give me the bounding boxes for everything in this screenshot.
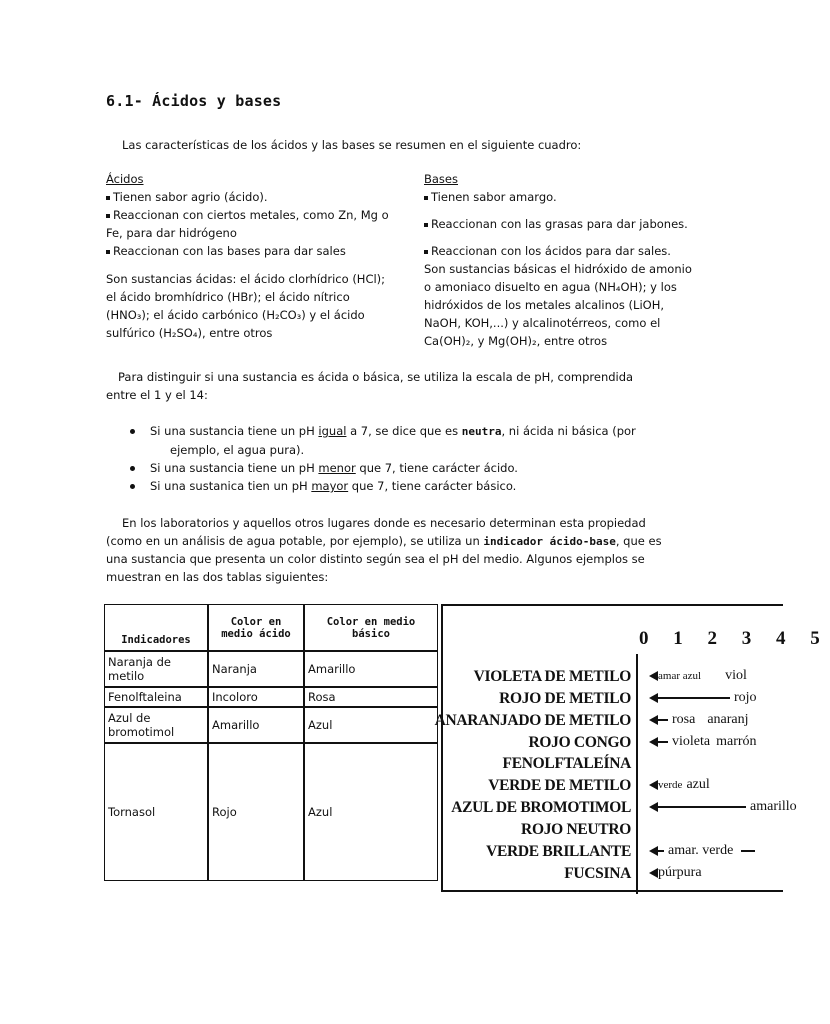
bullet-icon — [106, 196, 110, 200]
bullet-icon — [424, 223, 428, 227]
table-cell: Incoloro — [208, 687, 304, 707]
divider — [636, 654, 638, 894]
table-row — [104, 707, 438, 743]
indicator-name: VERDE BRILLANTE — [486, 843, 631, 860]
acid-item: Tienen sabor agrio (ácido). — [106, 188, 268, 206]
indicator-name: ROJO DE METILO — [499, 690, 631, 707]
table-cell: Fenolftaleina — [104, 687, 208, 707]
bases-heading: Bases — [424, 172, 458, 186]
page-title: 6.1- Ácidos y bases — [106, 92, 282, 110]
table-cell: Naranja — [208, 651, 304, 687]
color-range: verde azul — [649, 777, 710, 793]
indicator-name: VERDE DE METILO — [488, 777, 631, 794]
indicator-name: FENOLFTALEÍNA — [502, 755, 631, 772]
base-item: Reaccionan con los ácidos para dar sales. — [424, 242, 671, 260]
color-range: púrpura — [649, 865, 702, 881]
acid-summary: (HNO₃); el ácido carbónico (H₂CO₃) y el ácido — [106, 308, 365, 322]
arrow-left-icon — [649, 693, 658, 703]
color-range: amar azul viol — [649, 668, 747, 684]
indicator-table — [104, 604, 438, 881]
bullet-icon — [424, 250, 428, 254]
bullet-icon — [130, 429, 135, 434]
ph-intro: entre el 1 y el 14: — [106, 388, 208, 402]
intro-text: Las características de los ácidos y las bases se resumen en el siguiente cuadro: — [122, 138, 582, 152]
base-summary: Ca(OH)₂, y Mg(OH)₂, entre otros — [424, 334, 608, 348]
color-range: rosa anaranj — [649, 712, 749, 728]
arrow-left-icon — [649, 780, 658, 790]
acid-summary: el ácido bromhídrico (HBr); el ácido nítrico — [106, 290, 350, 304]
acid-item-cont: Fe, para dar hidrógeno — [106, 226, 237, 240]
base-summary: Son sustancias básicas el hidróxido de amonio — [424, 262, 692, 276]
color-range: rojo — [649, 690, 757, 706]
ph-intro: Para distinguir si una sustancia es ácida o básica, se utiliza la escala de pH, comprendida — [118, 370, 634, 384]
lab-text: muestran en las dos tablas siguientes: — [106, 570, 329, 584]
acid-summary: Son sustancias ácidas: el ácido clorhídrico (HCl); — [106, 272, 386, 286]
table-cell: Amarillo — [304, 651, 438, 687]
table-row — [104, 651, 438, 687]
table-header-row — [104, 604, 438, 651]
color-range: amar. verde — [649, 843, 759, 859]
indicator-scale-image — [434, 604, 830, 892]
bullet-icon — [130, 466, 135, 471]
table-cell: Azul — [304, 743, 438, 881]
acid-item: Reaccionan con las bases para dar sales — [106, 242, 346, 260]
ph-bullet-cont: ejemplo, el agua pura). — [170, 443, 305, 457]
arrow-left-icon — [649, 802, 658, 812]
table-cell: Azul de bromotimol — [104, 707, 208, 743]
arrow-left-icon — [649, 737, 658, 747]
table-cell: Naranja de metilo — [104, 651, 208, 687]
indicator-name: VIOLETA DE METILO — [473, 668, 631, 685]
bullet-icon — [106, 214, 110, 218]
table-cell: Tornasol — [104, 743, 208, 881]
ph-bullet: Si una sustancia tiene un pH igual a 7, se dice que es neutra, ni ácida ni básica (por — [130, 422, 636, 441]
arrow-left-icon — [649, 671, 658, 681]
color-range: amarillo — [649, 799, 797, 815]
table-header: Color en medio ácido — [208, 604, 304, 651]
base-item: Reaccionan con las grasas para dar jabones. — [424, 215, 688, 233]
base-summary: o amoniaco disuelto en agua (NH₄OH); y los — [424, 280, 677, 294]
table-row — [104, 687, 438, 707]
ph-scale-numbers: 0 1 2 3 4 5 — [639, 628, 830, 649]
arrow-left-icon — [649, 846, 658, 856]
lab-text: una sustancia que presenta un color distinto según sea el pH del medio. Algunos ejemplos se — [106, 552, 645, 566]
lab-text: (como en un análisis de agua potable, por ejemplo), se utiliza un indicador ácido-base, que es — [106, 534, 662, 548]
acid-summary: sulfúrico (H₂SO₄), entre otros — [106, 326, 273, 340]
ph-bullet: Si una sustanica tien un pH mayor que 7, tiene carácter básico. — [130, 477, 636, 495]
table-cell: Rosa — [304, 687, 438, 707]
indicator-name: ROJO CONGO — [528, 734, 631, 751]
color-range: violeta marrón — [649, 734, 757, 750]
indicator-name: ANARANJADO DE METILO — [434, 712, 631, 729]
bullet-icon — [130, 484, 135, 489]
table-cell: Rojo — [208, 743, 304, 881]
table-cell: Amarillo — [208, 707, 304, 743]
indicator-name: FUCSINA — [564, 865, 631, 882]
arrow-left-icon — [649, 715, 658, 725]
acids-heading: Ácidos — [106, 172, 144, 186]
base-summary: hidróxidos de los metales alcalinos (LiOH, — [424, 298, 665, 312]
bullet-icon — [106, 250, 110, 254]
table-header: Indicadores — [104, 604, 208, 651]
table-cell: Azul — [304, 707, 438, 743]
base-item: Tienen sabor amargo. — [424, 188, 557, 206]
indicator-name: AZUL DE BROMOTIMOL — [451, 799, 631, 816]
indicator-name: ROJO NEUTRO — [521, 821, 631, 838]
ph-bullet: Si una sustancia tiene un pH menor que 7, tiene carácter ácido. — [130, 459, 636, 477]
bullet-icon — [424, 196, 428, 200]
table-row — [104, 743, 438, 881]
table-header: Color en medio básico — [304, 604, 438, 651]
ph-bullet-list — [130, 422, 636, 495]
arrow-left-icon — [649, 868, 658, 878]
acid-item: Reaccionan con ciertos metales, como Zn, Mg o — [106, 206, 389, 224]
lab-text: En los laboratorios y aquellos otros lugares donde es necesario determinan esta propiedad — [122, 516, 646, 530]
base-summary: NaOH, KOH,...) y alcalinotérreos, como el — [424, 316, 661, 330]
